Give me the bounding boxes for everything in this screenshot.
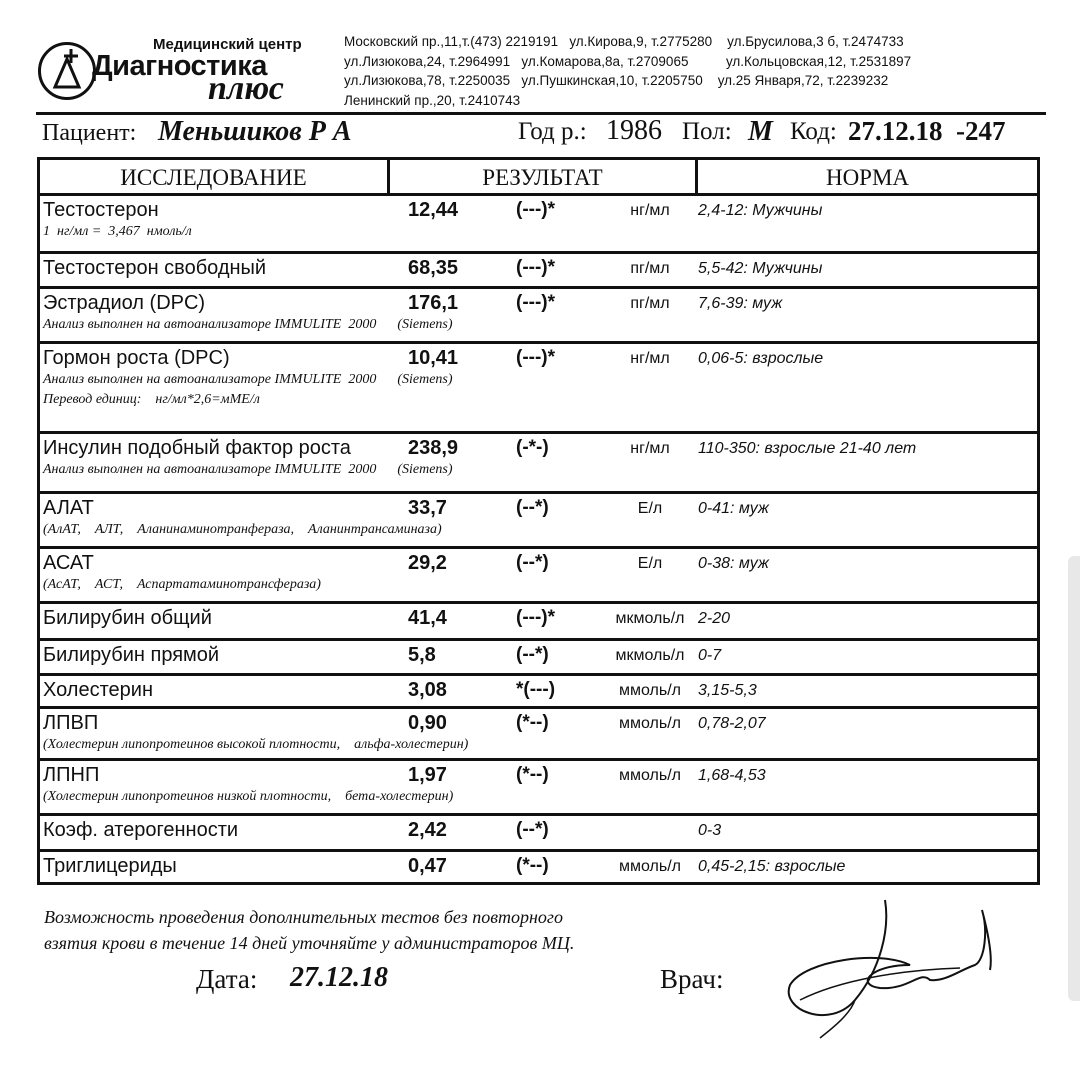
- result-flag: (--*): [516, 819, 549, 840]
- test-name: Билирубин общий: [43, 607, 212, 629]
- table-row: [40, 491, 1037, 546]
- result-flag: (---)*: [516, 292, 556, 313]
- doctor-label: Врач:: [660, 964, 724, 994]
- result-value: 29,2: [408, 552, 447, 574]
- logo-subtitle: Медицинский центр: [153, 36, 302, 53]
- footer-note-line: взятия крови в течение 14 дней уточняйте у администраторов МЦ.: [44, 933, 575, 953]
- result-value: 5,8: [408, 644, 436, 666]
- result-unit: ммоль/л: [619, 858, 681, 875]
- reference-range: 3,15-5,3: [698, 682, 757, 699]
- reference-range: 2-20: [698, 610, 731, 627]
- table-row: [40, 601, 1037, 638]
- result-flag: (*--): [516, 764, 549, 785]
- clinic-logo: [38, 32, 338, 107]
- header-divider: [36, 112, 1046, 115]
- reference-range: 2,4-12: Мужчины: [698, 202, 823, 219]
- result-value: 10,41: [408, 347, 459, 369]
- table-row: [40, 758, 1037, 813]
- reference-range: 7,6-39: муж: [698, 295, 783, 312]
- test-name: ЛПВП: [43, 712, 99, 734]
- test-name: Холестерин: [43, 679, 153, 701]
- result-unit: пг/мл: [630, 295, 670, 312]
- reference-range: 0-3: [698, 822, 722, 839]
- result-value: 33,7: [408, 497, 447, 519]
- test-note: Анализ выполнен на автоанализаторе IMMULITE 2000 (Siemens): [43, 317, 453, 332]
- results-table: [37, 157, 1040, 885]
- result-flag: (--*): [516, 552, 549, 573]
- result-value: 3,08: [408, 679, 447, 701]
- test-note: Анализ выполнен на автоанализаторе IMMULITE 2000 (Siemens): [43, 372, 453, 387]
- column-header-test: ИССЛЕДОВАНИЕ: [40, 160, 390, 196]
- test-name: АЛАТ: [43, 497, 94, 519]
- result-value: 68,35: [408, 257, 459, 279]
- table-row: [40, 286, 1037, 341]
- column-header-norm: НОРМА: [698, 160, 1037, 196]
- result-unit: мкмоль/л: [615, 647, 685, 664]
- table-row: [40, 431, 1037, 491]
- result-unit: пг/мл: [630, 260, 670, 277]
- result-flag: (---)*: [516, 257, 556, 278]
- result-flag: (*--): [516, 855, 549, 876]
- test-note: 1 нг/мл = 3,467 нмоль/л: [43, 224, 192, 239]
- result-unit: ммоль/л: [619, 767, 681, 784]
- footer-note: [44, 904, 574, 956]
- result-value: 0,90: [408, 712, 447, 734]
- logo-main-text: Диагностика: [92, 50, 267, 82]
- test-note: (АсАТ, АСТ, Аспартатаминотрансфераза): [43, 577, 321, 592]
- address-line: Ленинский пр.,20, т.2410743: [344, 92, 521, 108]
- date-label: Дата:: [196, 964, 258, 994]
- result-flag: *(---): [516, 679, 556, 700]
- result-unit: Е/л: [637, 500, 663, 517]
- test-note: Перевод единиц: нг/мл*2,6=мМЕ/л: [43, 392, 260, 407]
- test-name: ЛПНП: [43, 764, 100, 786]
- result-value: 12,44: [408, 199, 459, 221]
- result-value: 0,47: [408, 855, 447, 877]
- column-header-result: РЕЗУЛЬТАТ: [390, 160, 698, 196]
- result-unit: нг/мл: [630, 202, 670, 219]
- patient-name: Меньшиков Р А: [158, 116, 352, 147]
- reference-range: 1,68-4,53: [698, 767, 766, 784]
- address-line: ул.Лизюкова,78, т.2250035 ул.Пушкинская,10, т.2205750 ул.25 Января,72, т.2239232: [344, 73, 889, 88]
- sample-code: 27.12.18 -247: [848, 116, 1006, 146]
- result-unit: нг/мл: [630, 350, 670, 367]
- result-flag: (---)*: [516, 347, 556, 368]
- patient-label: Пациент:: [42, 120, 137, 146]
- scrollbar[interactable]: [1068, 556, 1080, 1001]
- result-flag: (--*): [516, 644, 549, 665]
- test-note: Анализ выполнен на автоанализаторе IMMULITE 2000 (Siemens): [43, 462, 453, 477]
- code-label: Код:: [790, 118, 837, 145]
- result-flag: (*--): [516, 712, 549, 733]
- result-flag: (--*): [516, 497, 549, 518]
- table-row: [40, 251, 1037, 286]
- reference-range: 0-38: муж: [698, 555, 769, 572]
- test-name: АСАТ: [43, 552, 94, 574]
- result-value: 2,42: [408, 819, 447, 841]
- doctor-signature: [760, 890, 1010, 1040]
- reference-range: 0,45-2,15: взрослые: [698, 858, 846, 875]
- test-note: (АлАТ, АЛТ, Аланинаминотранфераза, Аланинтрансаминаза): [43, 522, 442, 537]
- result-value: 1,97: [408, 764, 447, 786]
- reference-range: 0-41: муж: [698, 500, 769, 517]
- result-flag: (---)*: [516, 607, 556, 628]
- sex-value: М: [748, 116, 773, 147]
- patient-info: [42, 116, 1042, 152]
- result-unit: Е/л: [637, 555, 663, 572]
- result-flag: (---)*: [516, 199, 556, 220]
- reference-range: 0-7: [698, 647, 722, 664]
- test-name: Билирубин прямой: [43, 644, 220, 666]
- test-name: Инсулин подобный фактор роста: [43, 437, 351, 459]
- test-note: (Холестерин липопротеинов высокой плотности, альфа-холестерин): [43, 737, 469, 752]
- test-name: Тестостерон: [43, 199, 159, 221]
- report-date: 27.12.18: [290, 962, 388, 993]
- address-line: ул.Лизюкова,24, т.2964991 ул.Комарова,8а, т.2709065 ул.Кольцовская,12, т.2531897: [344, 53, 912, 69]
- logo-emblem-icon: [38, 42, 96, 100]
- result-unit: мкмоль/л: [615, 610, 685, 627]
- result-unit: нг/мл: [630, 440, 670, 457]
- test-name: Коэф. атерогенности: [43, 819, 239, 841]
- table-row: [40, 849, 1037, 882]
- result-value: 238,9: [408, 437, 459, 459]
- test-name: Гормон роста (DPC): [43, 347, 230, 369]
- table-row: [40, 196, 1037, 251]
- reference-range: 0,06-5: взрослые: [698, 350, 824, 367]
- birth-year-label: Год р.:: [518, 118, 587, 145]
- address-line: Московский пр.,11,т.(473) 2219191 ул.Кирова,9, т.2775280 ул.Брусилова,3 б, т.2474733: [344, 34, 904, 49]
- test-name: Тестостерон свободный: [43, 257, 267, 279]
- logo-script-text: плюс: [208, 70, 284, 107]
- result-unit: ммоль/л: [619, 682, 681, 699]
- table-row: [40, 638, 1037, 673]
- reference-range: 0,78-2,07: [698, 715, 766, 732]
- table-row: [40, 813, 1037, 849]
- table-row: [40, 673, 1037, 706]
- result-value: 176,1: [408, 292, 459, 314]
- test-name: Эстрадиол (DPC): [43, 292, 206, 314]
- test-name: Триглицериды: [43, 855, 177, 877]
- footer-note-line: Возможность проведения дополнительных тестов без повторного: [44, 907, 563, 927]
- sex-label: Пол:: [682, 118, 732, 145]
- result-flag: (-*-): [516, 437, 549, 458]
- table-row: [40, 546, 1037, 601]
- reference-range: 5,5-42: Мужчины: [698, 260, 823, 277]
- test-note: (Холестерин липопротеинов низкой плотности, бета-холестерин): [43, 789, 454, 804]
- reference-range: 110-350: взрослые 21-40 лет: [698, 440, 917, 457]
- table-row: [40, 341, 1037, 431]
- table-row: [40, 706, 1037, 758]
- result-unit: ммоль/л: [619, 715, 681, 732]
- clinic-addresses: [344, 32, 911, 110]
- result-value: 41,4: [408, 607, 447, 629]
- birth-year: 1986: [606, 115, 662, 146]
